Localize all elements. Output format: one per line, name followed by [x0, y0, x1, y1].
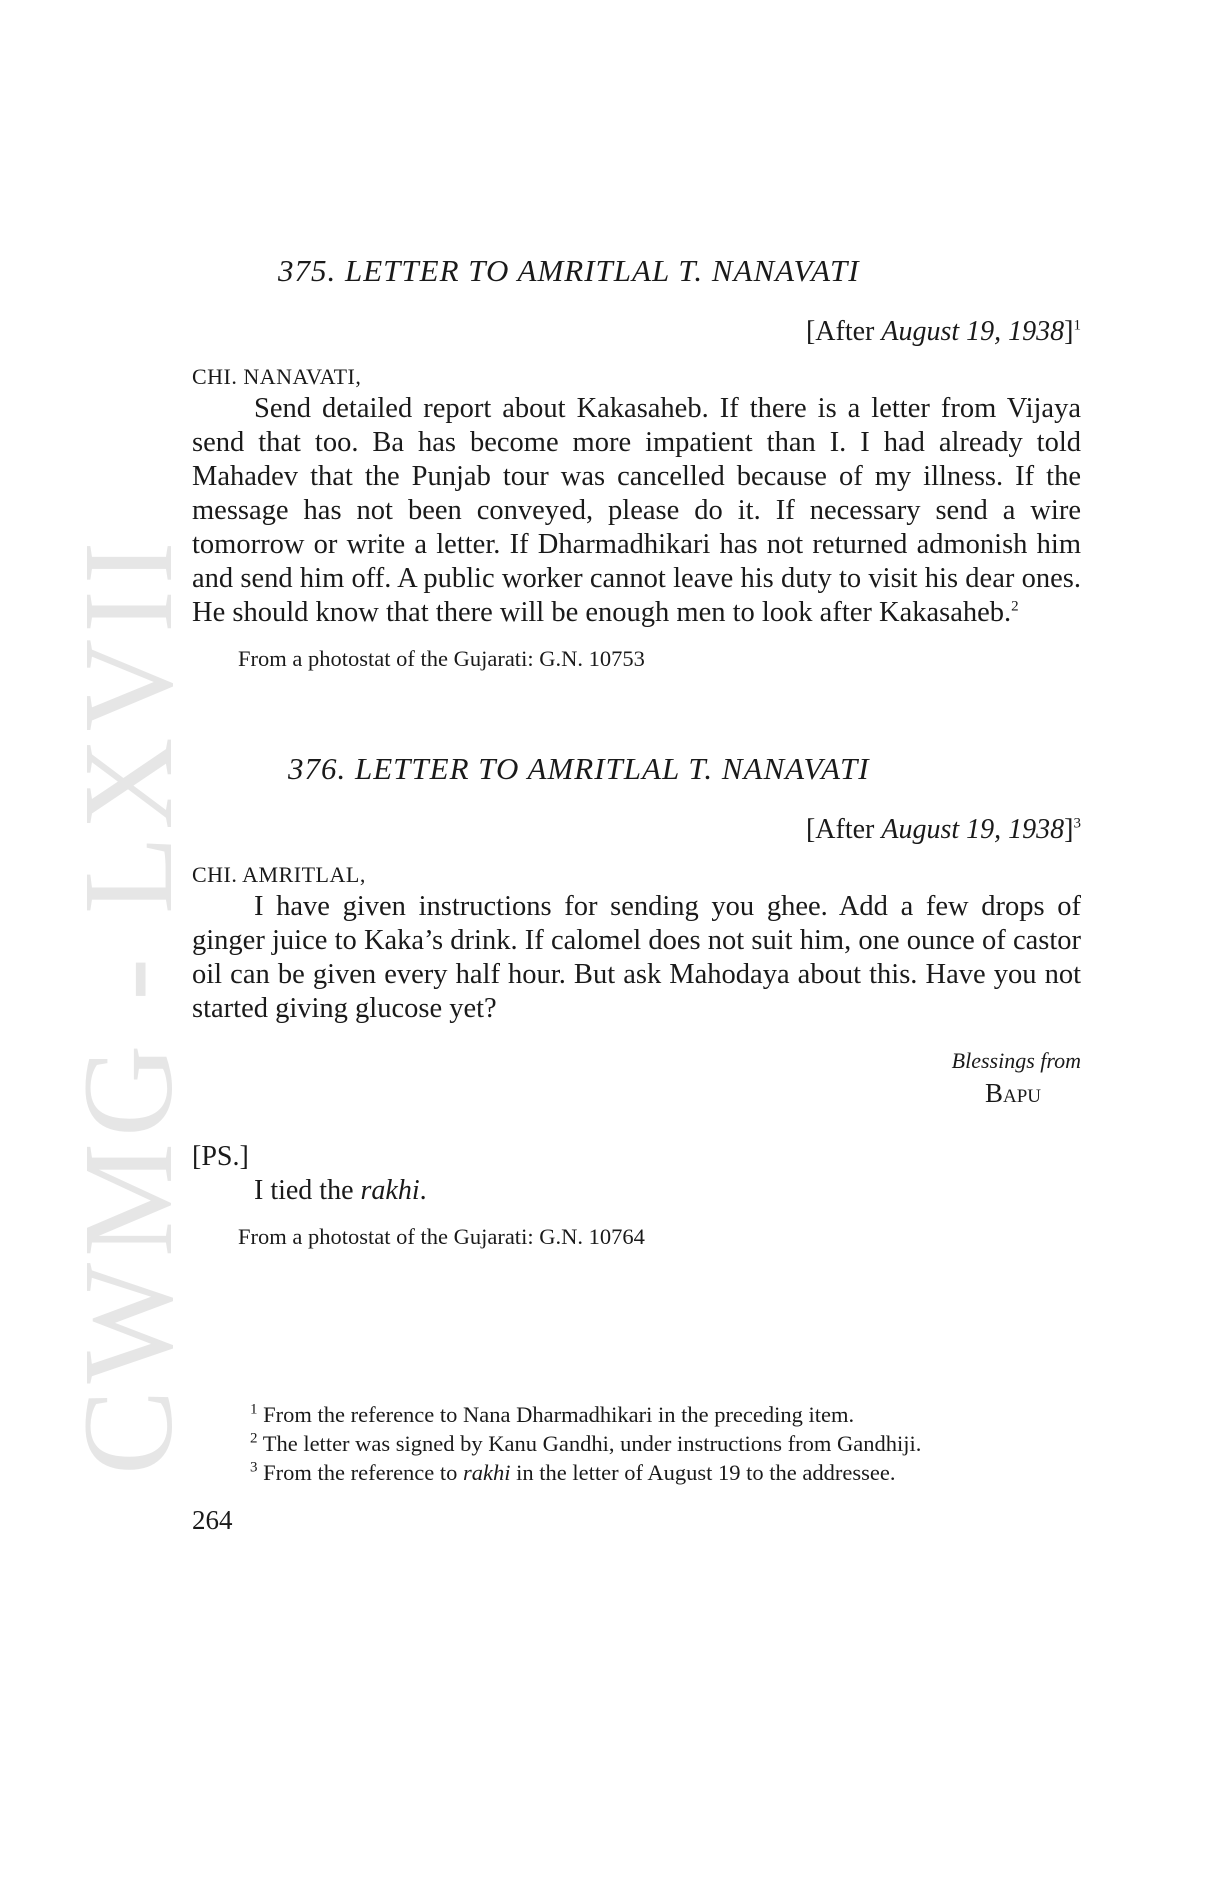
document-page	[192, 248, 1081, 1536]
footnotes	[192, 1400, 1081, 1487]
postscript-label: [PS.]	[192, 1141, 249, 1172]
letter-375-date: [After August 19, 1938]$^1$	[805, 316, 1081, 347]
page-number: 264	[192, 1505, 233, 1535]
footnote-2: $^2$ The letter was signed by Kanu Gandhi, under instructions from Gandhiji.	[250, 1430, 922, 1456]
letter-376-title: 376. LETTER TO AMRITLAL T. NANAVATI	[288, 751, 870, 786]
postscript-text: I tied the rakhi.	[254, 1175, 427, 1206]
letter-376-source: From a photostat of the Gujarati: G.N. 10764	[238, 1224, 645, 1249]
watermark: CWMG - LXVII	[57, 535, 199, 1475]
letter-376-salutation: CHI. AMRITLAL,	[192, 862, 366, 887]
letter-376-signoff: Blessings from	[951, 1048, 1081, 1073]
footnote-3: $^3$ From the reference to rakhi in the letter of August 19 to the addressee.	[250, 1459, 896, 1485]
footnote-ref-1[interactable]: 1	[1073, 317, 1081, 334]
letter-376-date: [After August 19, 1938]$^3$	[805, 814, 1081, 845]
letter-376-body: I have given instructions for sending you ghee. Add a few drops of ginger juice to Kaka’s drink. If calomel does not suit him, one ounce of castor oil can be given every half hour. But ask Mahodaya about this. Have you not started giving glucose yet?	[192, 891, 1081, 1024]
footnote-ref-2[interactable]: 2	[1011, 598, 1019, 615]
letter-375-salutation: CHI. NANAVATI,	[192, 364, 362, 389]
letter-375-source: From a photostat of the Gujarati: G.N. 10753	[238, 646, 645, 671]
letter-375-title: 375. LETTER TO AMRITLAL T. NANAVATI	[278, 253, 860, 288]
letter-375-body: Send detailed report about Kakasaheb. If there is a letter from Vijaya send that too. Ba has become more impatient than I. I had already told Mahadev that the Punjab tour was cancelled because of my illness. If the message has not been conveyed, please do it. If necessary send a wire tomorrow or write a letter. If Dharmadhikari has not returned admonish him and send him off. A public worker cannot leave his duty to visit his dear ones. He should know that there will be enough men to look after Kakasaheb.$^2$	[192, 393, 1081, 628]
footnote-ref-3[interactable]: 3	[1073, 815, 1081, 832]
letter-376-signature: Bapu	[984, 1078, 1041, 1108]
footnote-1: $^1$ From the reference to Nana Dharmadhikari in the preceding item.	[250, 1401, 855, 1427]
